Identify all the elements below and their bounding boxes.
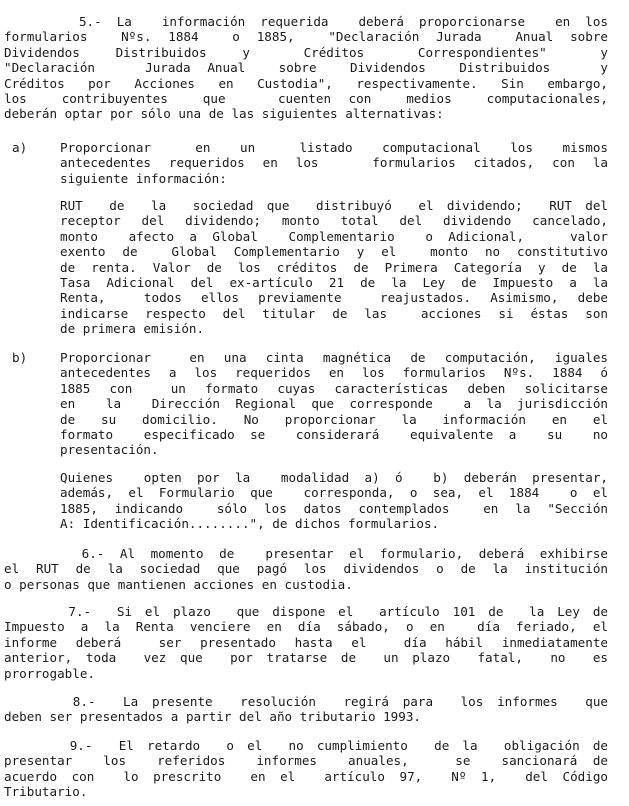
paragraph-line: prorrogable. — [4, 665, 95, 681]
paragraph-line: 6.- Al momento de presentar el formulario, deberá exhibirse — [4, 546, 608, 561]
paragraph-line: monto afecto a Global Complementario o Adicional, valor — [60, 228, 608, 244]
paragraph-line: Impuesto a la Renta venciere en día sábado, o en día feriado, el — [4, 619, 608, 635]
paragraph-line: Dividendos Distribuidos y Créditos Correspondientes" y — [4, 44, 608, 60]
paragraph-line: de su domicilio. No proporcionar la información en el — [60, 411, 608, 427]
paragraph-9 — [4, 738, 608, 800]
paragraph-line: de primera emisión. — [60, 321, 205, 337]
paragraph-line: 7.- Si el plazo que dispone el artículo 101 de la Ley de — [4, 604, 608, 619]
paragraph-line: siguiente información: — [60, 170, 227, 186]
paragraph-line: en la Dirección Regional que corresponde a la jurisdicción — [60, 396, 608, 412]
paragraph-line: o personas que mantienen acciones en custodia. — [4, 576, 353, 592]
paragraph-line: antecedentes a los requeridos en los formularios Nºs. 1884 ó — [60, 365, 608, 381]
paragraph-line: deben ser presentados a partir del año tributario 1993. — [4, 709, 422, 725]
paragraph-line: Proporcionar en una cinta magnética de computación, iguales — [60, 350, 608, 365]
paragraph-line: 8.- La presente resolución regirá para los informes que — [4, 694, 608, 709]
paragraph-line: A: Identificación........", de dichos formularios. — [60, 516, 440, 532]
paragraph-line: 9.- El retardo o el no cumplimiento de la obligación de — [4, 738, 608, 753]
paragraph-line: presentar los referidos informes anuales, se sancionará de — [4, 753, 608, 769]
item-a-detail — [60, 198, 608, 337]
paragraph-line: además, el Formulario que corresponda, o sea, el 1884 o el — [60, 485, 608, 501]
paragraph-line: anterior, toda vez que por tratarse de un plazo fatal, no es — [4, 650, 608, 666]
paragraph-line: Créditos por Acciones en Custodia", respectivamente. Sin embargo, — [4, 75, 608, 91]
paragraph-line: exento de Global Complementario y el monto no constitutivo — [60, 244, 608, 260]
paragraph-line: Renta, todos ellos previamente reajustados. Asimismo, debe — [60, 290, 608, 306]
paragraph-line: informe deberá ser presentado hasta el día hábil inmediatamente — [4, 634, 608, 650]
item-a-text — [60, 140, 608, 186]
paragraph-line: formularios Nºs. 1884 o 1885, "Declaración Jurada Anual sobre — [4, 29, 608, 45]
item-a-marker: a) — [12, 140, 28, 155]
paragraph-5 — [4, 14, 608, 122]
paragraph-line: Proporcionar en un listado computacional los mismos — [60, 140, 608, 155]
item-b-detail — [60, 470, 608, 532]
paragraph-line: antecedentes requeridos en los formularios citados, con la — [60, 155, 608, 171]
paragraph-line: acuerdo con lo prescrito en el artículo 97, Nº 1, del Código — [4, 768, 608, 784]
paragraph-line: indicarse respecto del titular de las acciones si éstas son — [60, 305, 608, 321]
paragraph-7 — [4, 604, 608, 681]
paragraph-line: 5.- La información requerida deberá proporcionarse en los — [4, 14, 608, 29]
item-b-text — [60, 350, 608, 458]
paragraph-line: presentación. — [60, 442, 159, 458]
paragraph-line: Tributario. — [4, 784, 88, 800]
paragraph-line: 1885 con un formato cuyas características deben solicitarse — [60, 380, 608, 396]
paragraph-line: receptor del dividendo; monto total del dividendo cancelado, — [60, 213, 608, 229]
paragraph-line: Tasa Adicional del ex-artículo 21 de la Ley de Impuesto a la — [60, 275, 608, 291]
paragraph-line: 1885, indicando sólo los datos contemplados en la "Sección — [60, 500, 608, 516]
paragraph-line: "Declaración Jurada Anual sobre Dividendos Distribuidos y — [4, 60, 608, 76]
item-b-marker: b) — [12, 350, 28, 365]
paragraph-8 — [4, 694, 608, 725]
paragraph-line: de renta. Valor de los créditos de Primera Categoría y de la — [60, 259, 608, 275]
paragraph-line: los contribuyentes que cuenten con medios computacionales, — [4, 91, 608, 107]
paragraph-line: RUT de la sociedad que distribuyó el dividendo; RUT del — [60, 198, 608, 213]
paragraph-line: formato especificado se considerará equivalente a su no — [60, 427, 608, 443]
paragraph-line: el RUT de la sociedad que pagó los dividendos o de la institución — [4, 561, 608, 577]
paragraph-line: deberán optar por sólo una de las siguientes alternativas: — [4, 106, 444, 122]
paragraph-6 — [4, 546, 608, 592]
paragraph-line: Quienes opten por la modalidad a) ó b) deberán presentar, — [60, 470, 608, 485]
